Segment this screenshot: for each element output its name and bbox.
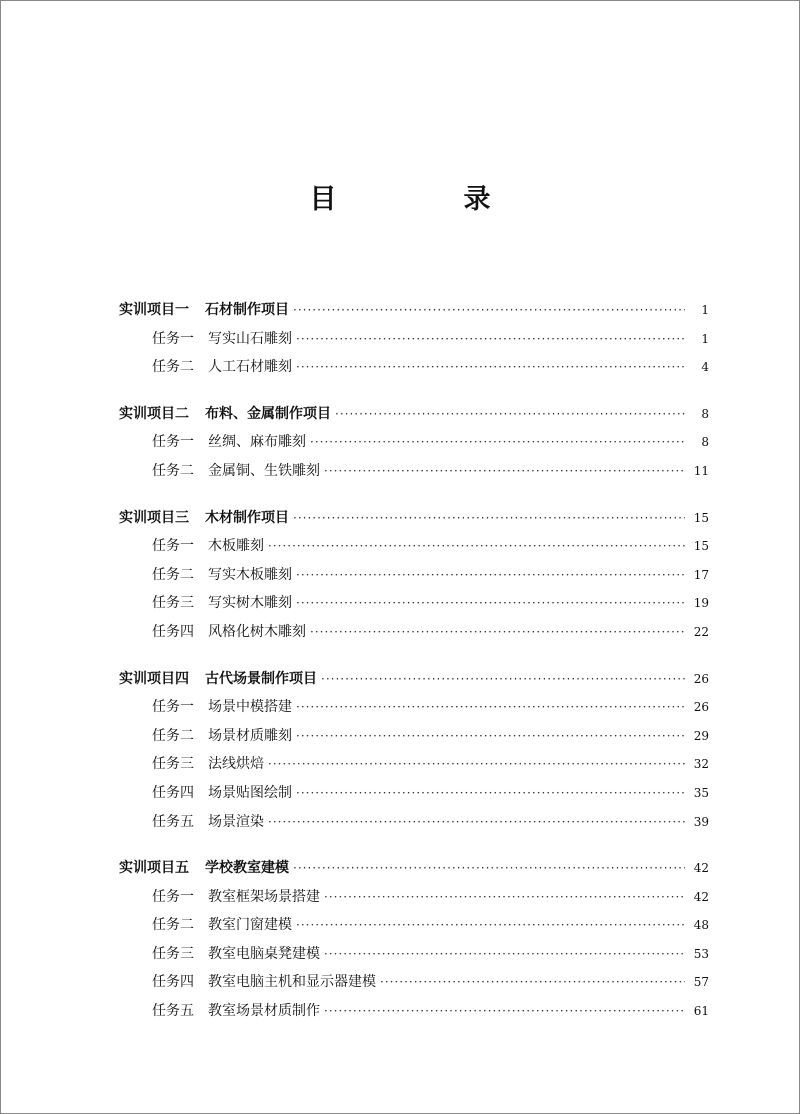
dot-leader (310, 625, 685, 639)
dot-leader (324, 947, 685, 961)
toc-project-entry[interactable] (119, 299, 709, 328)
toc-project-entry[interactable] (119, 668, 709, 697)
toc-task-entry[interactable] (119, 886, 709, 915)
task-label: 任务三 (152, 595, 194, 612)
task-name: 场景贴图绘制 (208, 784, 292, 801)
toc-task-entry[interactable] (119, 1000, 709, 1029)
task-label: 任务二 (152, 727, 194, 744)
project-label: 实训项目三 (119, 509, 189, 526)
dot-leader (293, 511, 685, 525)
task-label: 任务三 (152, 945, 194, 962)
dot-leader (296, 700, 685, 714)
task-label: 任务一 (152, 888, 194, 905)
task-label: 任务四 (152, 784, 194, 801)
task-label: 任务四 (152, 974, 194, 991)
page-number: 26 (693, 671, 709, 686)
task-label: 任务一 (152, 538, 194, 555)
task-name: 写实木板雕刻 (208, 566, 292, 583)
page-number: 32 (693, 757, 709, 772)
page-title: 目 录 (309, 184, 541, 215)
dot-leader (324, 1004, 685, 1018)
task-name: 场景材质雕刻 (208, 727, 292, 744)
toc-task-entry[interactable] (119, 943, 709, 972)
project-name: 学校教室建模 (205, 860, 289, 877)
task-label: 任务一 (152, 330, 194, 347)
page-number: 1 (701, 331, 709, 346)
dot-leader (296, 568, 685, 582)
toc-task-entry[interactable] (119, 696, 709, 725)
toc-project-entry[interactable] (119, 507, 709, 536)
task-label: 任务二 (152, 462, 194, 479)
page-number: 29 (693, 728, 709, 743)
task-name: 教室框架场景搭建 (208, 888, 320, 905)
task-name: 场景中模搭建 (208, 699, 292, 716)
page-number: 8 (701, 435, 709, 450)
dot-leader (335, 407, 685, 421)
page-number: 17 (693, 567, 709, 582)
dot-leader (321, 672, 685, 686)
toc-chapter (119, 403, 709, 489)
toc-task-entry[interactable] (119, 356, 709, 385)
toc-task-entry[interactable] (119, 431, 709, 460)
toc-chapter (119, 857, 709, 1029)
task-name: 写实树木雕刻 (208, 595, 292, 612)
dot-leader (310, 435, 685, 449)
dot-leader (296, 729, 685, 743)
project-label: 实训项目二 (119, 405, 189, 422)
dot-leader (296, 332, 685, 346)
dot-leader (296, 918, 685, 932)
page-number: 53 (693, 946, 709, 961)
task-label: 任务二 (152, 566, 194, 583)
task-name: 教室门窗建模 (208, 917, 292, 934)
task-label: 任务三 (152, 756, 194, 773)
page-number: 61 (693, 1004, 709, 1019)
dot-leader (324, 464, 685, 478)
page-number: 35 (693, 785, 709, 800)
task-name: 教室电脑桌凳建模 (208, 945, 320, 962)
task-name: 丝绸、麻布雕刻 (208, 434, 306, 451)
dot-leader (268, 539, 685, 553)
toc-chapter (119, 507, 709, 650)
project-name: 木材制作项目 (205, 509, 289, 526)
page-number: 8 (701, 406, 709, 421)
dot-leader (324, 890, 685, 904)
task-name: 写实山石雕刻 (208, 330, 292, 347)
page-number: 42 (693, 861, 709, 876)
dot-leader (380, 975, 685, 989)
task-name: 教室场景材质制作 (208, 1003, 320, 1020)
page-number: 22 (693, 624, 709, 639)
toc-task-entry[interactable] (119, 753, 709, 782)
page-number: 1 (701, 303, 709, 317)
task-name: 风格化树木雕刻 (208, 623, 306, 640)
page-number: 57 (693, 975, 709, 990)
page-number: 19 (693, 596, 709, 611)
task-name: 人工石材雕刻 (208, 359, 292, 376)
project-label: 实训项目四 (119, 670, 189, 687)
task-label: 任务四 (152, 623, 194, 640)
page-number: 48 (693, 918, 709, 933)
dot-leader (296, 360, 685, 374)
toc-chapter (119, 668, 709, 840)
task-label: 任务五 (152, 813, 194, 830)
toc-task-entry[interactable] (119, 621, 709, 650)
dot-leader (293, 861, 685, 875)
project-name: 古代场景制作项目 (205, 670, 317, 687)
page-number: 15 (693, 539, 709, 554)
task-label: 任务二 (152, 917, 194, 934)
toc-project-entry[interactable] (119, 857, 709, 886)
project-name: 石材制作项目 (205, 302, 289, 318)
toc-task-entry[interactable] (119, 725, 709, 754)
toc-chapter (119, 299, 709, 385)
toc-task-entry[interactable] (119, 782, 709, 811)
task-label: 任务二 (152, 359, 194, 376)
toc-task-entry[interactable] (119, 971, 709, 1000)
task-name: 场景渲染 (208, 813, 264, 830)
page-number: 26 (693, 700, 709, 715)
project-name: 布料、金属制作项目 (205, 405, 331, 422)
page-number: 11 (693, 463, 709, 478)
page-number: 39 (693, 814, 709, 829)
task-name: 教室电脑主机和显示器建模 (208, 974, 376, 991)
dot-leader (296, 596, 685, 610)
toc-task-entry[interactable] (119, 535, 709, 564)
page-number: 4 (701, 360, 709, 375)
task-name: 法线烘焙 (208, 756, 264, 773)
table-of-contents (119, 299, 709, 1047)
task-name: 木板雕刻 (208, 538, 264, 555)
dot-leader (296, 786, 685, 800)
toc-task-entry[interactable] (119, 564, 709, 593)
dot-leader (268, 757, 685, 771)
task-label: 任务五 (152, 1003, 194, 1020)
dot-leader (268, 815, 685, 829)
dot-leader (293, 303, 685, 317)
task-label: 任务一 (152, 699, 194, 716)
task-label: 任务一 (152, 434, 194, 451)
toc-task-entry[interactable] (119, 592, 709, 621)
toc-task-entry[interactable] (119, 460, 709, 489)
toc-task-entry[interactable] (119, 328, 709, 357)
toc-task-entry[interactable] (119, 914, 709, 943)
toc-project-entry[interactable] (119, 403, 709, 432)
task-name: 金属铜、生铁雕刻 (208, 462, 320, 479)
project-label: 实训项目五 (119, 860, 189, 877)
page-number: 15 (693, 510, 709, 525)
toc-task-entry[interactable] (119, 811, 709, 840)
project-label: 实训项目一 (119, 302, 189, 318)
page-number: 42 (693, 889, 709, 904)
